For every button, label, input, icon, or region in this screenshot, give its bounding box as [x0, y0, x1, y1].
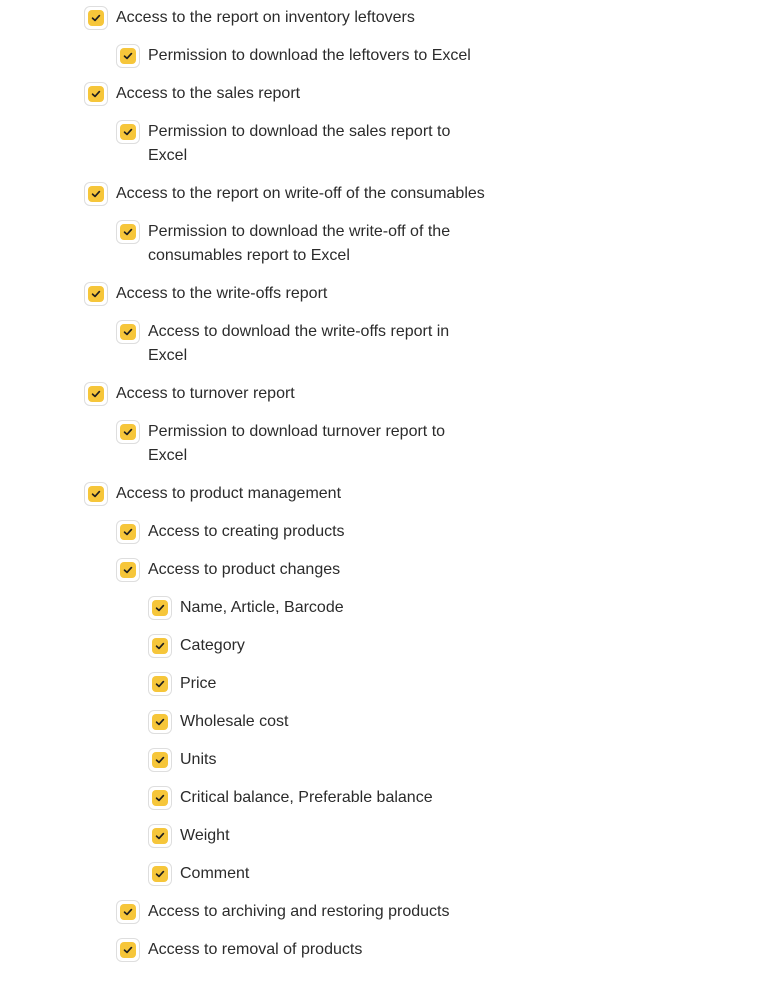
checkmark-icon: [155, 831, 165, 841]
checkbox[interactable]: [116, 520, 140, 544]
permission-item[interactable]: [148, 634, 504, 658]
checkbox[interactable]: [116, 120, 140, 144]
checkmark-icon: [91, 189, 101, 199]
permission-item[interactable]: [116, 520, 504, 544]
checkmark-icon: [123, 227, 133, 237]
checkmark-icon: [123, 907, 133, 917]
permission-label: Permission to download the leftovers to Excel: [148, 47, 471, 64]
checkmark-icon: [91, 89, 101, 99]
checkbox[interactable]: [148, 824, 172, 848]
permission-item[interactable]: [148, 786, 504, 810]
checkbox[interactable]: [116, 558, 140, 582]
checkmark-icon: [123, 51, 133, 61]
permission-label: Access to the sales report: [116, 85, 301, 102]
checkbox[interactable]: [84, 282, 108, 306]
checkbox[interactable]: [116, 938, 140, 962]
permission-label: Access to product management: [116, 485, 342, 502]
checkmark-icon: [155, 603, 165, 613]
checkmark-icon: [123, 565, 133, 575]
permission-item[interactable]: [84, 182, 504, 206]
checkbox[interactable]: [116, 220, 140, 244]
permission-label: Permission to download the sales report to Excel: [148, 123, 451, 164]
checkbox[interactable]: [116, 420, 140, 444]
permission-label: Comment: [180, 865, 250, 882]
checkbox[interactable]: [148, 748, 172, 772]
checkmark-icon: [155, 717, 165, 727]
permission-label: Category: [180, 637, 245, 654]
permission-item[interactable]: [116, 120, 504, 168]
permission-label: Access to archiving and restoring products: [148, 903, 450, 920]
checkbox[interactable]: [148, 786, 172, 810]
permission-item[interactable]: [84, 482, 504, 506]
permission-label: Access to the write-offs report: [116, 285, 328, 302]
checkbox[interactable]: [148, 672, 172, 696]
permission-item[interactable]: [116, 900, 504, 924]
checkbox[interactable]: [116, 44, 140, 68]
permission-label: Critical balance, Preferable balance: [180, 789, 433, 806]
checkmark-icon: [155, 755, 165, 765]
permission-item[interactable]: [116, 220, 504, 268]
checkmark-icon: [123, 427, 133, 437]
checkbox[interactable]: [84, 482, 108, 506]
permission-item[interactable]: [148, 672, 504, 696]
checkmark-icon: [123, 945, 133, 955]
permission-item[interactable]: [148, 824, 504, 848]
checkbox[interactable]: [148, 862, 172, 886]
checkmark-icon: [91, 289, 101, 299]
permission-label: Name, Article, Barcode: [180, 599, 344, 616]
permission-item[interactable]: [84, 382, 504, 406]
checkmark-icon: [123, 527, 133, 537]
permission-item[interactable]: [116, 420, 504, 468]
checkbox[interactable]: [116, 900, 140, 924]
checkmark-icon: [155, 793, 165, 803]
checkmark-icon: [155, 869, 165, 879]
permission-label: Access to the report on write-off of the consumables: [116, 185, 485, 202]
permission-label: Weight: [180, 827, 230, 844]
permission-item[interactable]: [148, 748, 504, 772]
permission-label: Access to removal of products: [148, 941, 363, 958]
permission-label: Units: [180, 751, 217, 768]
permission-label: Access to the report on inventory leftovers: [116, 9, 415, 26]
checkmark-icon: [91, 389, 101, 399]
permission-item[interactable]: [116, 558, 504, 582]
permission-item[interactable]: [148, 862, 504, 886]
checkbox[interactable]: [84, 182, 108, 206]
permission-label: Access to product changes: [148, 561, 341, 578]
permission-label: Price: [180, 675, 217, 692]
checkmark-icon: [91, 13, 101, 23]
checkmark-icon: [91, 489, 101, 499]
checkbox[interactable]: [148, 596, 172, 620]
permission-label: Permission to download the write-off of the consumables report to Excel: [148, 223, 451, 264]
permission-item[interactable]: [148, 596, 504, 620]
checkbox[interactable]: [84, 382, 108, 406]
permission-item[interactable]: [84, 6, 504, 30]
permissions-list: [84, 6, 504, 976]
checkmark-icon: [155, 641, 165, 651]
checkmark-icon: [155, 679, 165, 689]
permission-item[interactable]: [116, 44, 504, 68]
permission-item[interactable]: [84, 282, 504, 306]
checkbox[interactable]: [148, 634, 172, 658]
permission-item[interactable]: [116, 320, 504, 368]
checkbox[interactable]: [116, 320, 140, 344]
permission-label: Access to download the write-offs report in Excel: [148, 323, 450, 364]
checkmark-icon: [123, 327, 133, 337]
checkbox[interactable]: [148, 710, 172, 734]
permission-label: Wholesale cost: [180, 713, 289, 730]
permission-label: Permission to download turnover report to Excel: [148, 423, 446, 464]
checkbox[interactable]: [84, 82, 108, 106]
permission-label: Access to creating products: [148, 523, 345, 540]
permission-item[interactable]: [84, 82, 504, 106]
checkbox[interactable]: [84, 6, 108, 30]
permission-item[interactable]: [116, 938, 504, 962]
permission-item[interactable]: [148, 710, 504, 734]
permission-label: Access to turnover report: [116, 385, 295, 402]
checkmark-icon: [123, 127, 133, 137]
